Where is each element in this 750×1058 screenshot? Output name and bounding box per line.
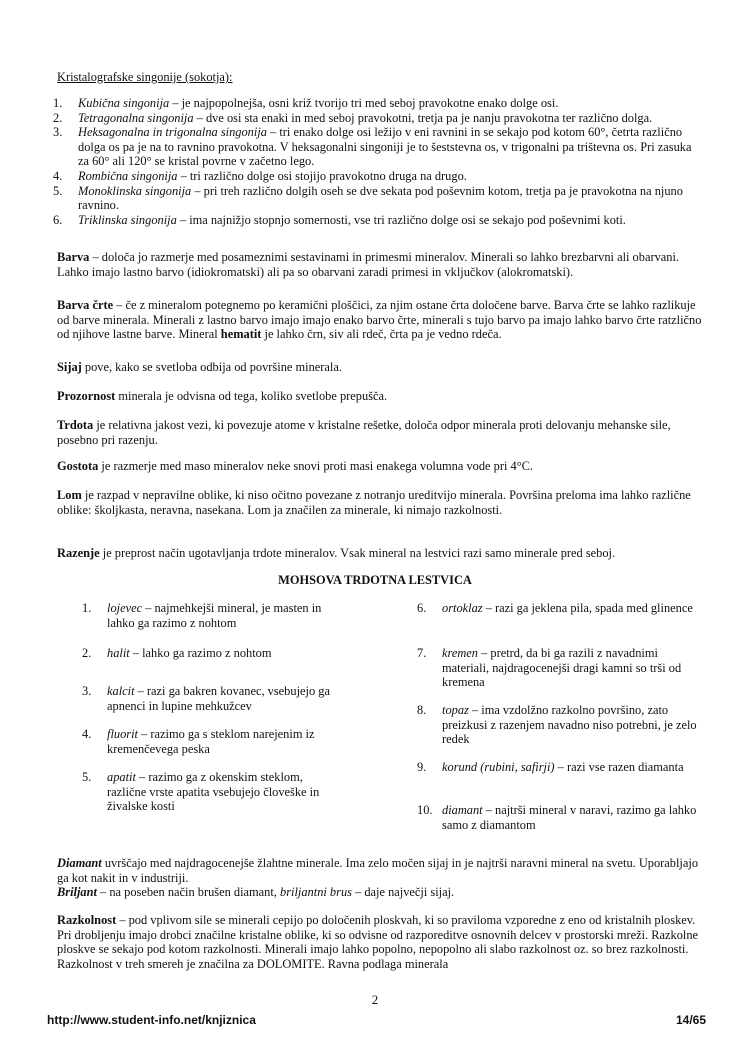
term: Briljant — [57, 885, 97, 900]
item-text: – razimo ga z okenskim steklom, različne vrste apatita vsebujejo človeške in živalske kosti — [107, 770, 320, 814]
item-number: 3. — [53, 125, 63, 140]
term: hematit — [220, 327, 262, 342]
paragraph-text: je lahko črn, siv ali rdeč, črta pa je vedno rdeča. — [261, 327, 502, 342]
paragraph-text: – pod vplivom sile se minerali cepijo po določenih ploskvah, ki so praviloma vzporedne z eno od kristalnih ploskev. Pri drobljenju imajo drobci značilne kristalne oblike, ki so odvisne od razporeditve osnovnih delcev v prostorski mreži. Razkolne ploskve se sekajo pod kotom razkolnosti. Minerali imajo lahko popolno, nepopolno ali slabo razkolnost oz. so brez razkolnosti. Razkolnost v treh smereh je značilna za DOLOMITE. Ravna podlaga minerala — [57, 913, 699, 971]
page-number: 2 — [371, 992, 379, 1007]
paragraph-text: – daje največji sijaj. — [351, 885, 455, 900]
paragraph-text: pove, kako se svetloba odbija od površine minerala. — [81, 360, 342, 374]
item-text: – je najpopolnejša, osni križ tvorijo tri med seboj pravokotne enako dolge osi. — [169, 96, 559, 110]
item-text: – najtrši mineral v naravi, razimo ga lahko samo z diamantom — [442, 803, 697, 832]
list-item — [417, 703, 702, 755]
list-item — [82, 727, 342, 765]
list-item — [417, 803, 702, 832]
item-number: 5. — [82, 770, 92, 784]
mineral-name: kremen — [442, 646, 479, 660]
item-number: 7. — [417, 646, 427, 660]
term: Diamant — [57, 856, 102, 870]
item-number: 5. — [53, 183, 63, 198]
item-text: – lahko ga razimo z nohtom — [129, 646, 272, 660]
paragraph-text: – na poseben način brušen diamant, — [96, 885, 281, 900]
paragraph-razenje — [57, 546, 703, 561]
item-text: – najmehkejši mineral, je masten in lahko ga razimo z nohtom — [107, 601, 322, 630]
term: Triklinska singonija — [78, 212, 177, 227]
paragraph-text: – določa jo razmerje med posameznimi sestavinami in primesmi mineralov. Minerali so lahko brezbarvni ali obarvani. Lahko imajo lastno barvo (idiokromatski) ali pa so obarvani zaradi primesi in vključkov (alokromatski). — [57, 250, 679, 279]
item-number: 1. — [53, 96, 63, 110]
term: Barva črte — [57, 298, 114, 312]
footer-page-counter: 14/65 — [675, 1013, 706, 1027]
mineral-name: kalcit — [107, 684, 135, 698]
list-item — [417, 601, 702, 639]
term: Prozornost — [57, 389, 116, 403]
item-number: 8. — [417, 703, 427, 717]
item-text: – razi ga bakren kovanec, vsebujejo ga apnenci in lupine mehkužcev — [107, 684, 330, 713]
mineral-name: diamant — [442, 803, 483, 817]
term: Tetragonalna singonija — [78, 110, 194, 125]
term: Kubična singonija — [78, 96, 170, 110]
list-item — [82, 770, 342, 814]
item-text: – ima vzdolžno razkolno površino, zato preizkusi z razenjem navadno niso potrebni, je zelo redek — [442, 703, 697, 747]
term: Sijaj — [57, 360, 82, 374]
paragraph-trdota — [57, 418, 703, 447]
paragraph-diamant — [57, 856, 703, 900]
mineral-name: fluorit — [107, 727, 138, 741]
list-item — [82, 601, 342, 639]
term: Rombična singonija — [78, 168, 178, 183]
term: Razenje — [57, 546, 100, 560]
paragraph-text: minerala je odvisna od tega, koliko svetlobe prepušča. — [115, 389, 388, 403]
term: Razkolnost — [57, 913, 117, 927]
list-item — [82, 646, 342, 684]
paragraph-prozornost — [57, 389, 703, 404]
item-text: – tri enako dolge osi ležijo v eni ravnini in se sekajo pod kotom 60°, četrta različno dolga os pa je na to ravnino pravokotna. V heksagonalni singoniji je to šeststevna os, v trigonalni pa trištevna os. Pri zasuka za 60° ali 120° se kristal povrne v začetno lego. — [78, 125, 692, 169]
list-item — [53, 213, 703, 228]
item-number: 10. — [417, 803, 433, 817]
paragraph-text: uvrščajo med najdragocenejše žlahtne minerale. Ima zelo močen sijaj in je najtrši naravni mineral na svetu. Uporabljajo ga kot nakit in v industriji. — [57, 856, 699, 885]
item-number: 2. — [82, 646, 92, 660]
footer-url-link[interactable]: http://www.student-info.net/knjiznica — [47, 1013, 256, 1027]
item-text: – tri različno dolge osi stojijo pravokotno druga na drugo. — [177, 168, 467, 183]
mineral-name: topaz — [442, 703, 469, 717]
item-number: 6. — [417, 601, 427, 615]
item-text: – razi vse razen diamanta — [554, 760, 684, 774]
mohs-list-left — [82, 601, 342, 814]
term: Monoklinska singonija — [78, 183, 192, 198]
list-item — [53, 111, 703, 126]
item-number: 2. — [53, 110, 63, 125]
list-item — [53, 125, 703, 169]
list-item — [53, 169, 703, 184]
item-number: 3. — [82, 684, 92, 698]
mineral-name: lojevec — [107, 601, 143, 615]
item-text: – razimo ga s steklom narejenim iz kremenčevega peska — [107, 727, 315, 756]
section-heading: Kristalografske singonije (sokotja): — [57, 70, 233, 84]
paragraph-sijaj — [57, 360, 703, 375]
mohs-list-right — [417, 601, 702, 832]
paragraph-text: je preprost način ugotavljanja trdote mineralov. Vsak mineral na lestvici razi samo minerale pred seboj. — [99, 546, 616, 560]
item-text: – ima najnižjo stopnjo somernosti, vse tri različno dolge osi se sekajo pod poševnimi koti. — [176, 212, 626, 227]
term: briljantni brus — [280, 885, 352, 900]
paragraph-text: je relativna jakost vezi, ki povezuje atome v kristalne rešetke, določa odpor minerala proti delovanju mehanske sile, posebno pri razenju. — [57, 418, 671, 447]
paragraph-text: je razmerje med maso mineralov neke snovi proti masi enakega volumna vode pri 4°C. — [98, 459, 534, 473]
list-item — [53, 96, 703, 111]
term: Barva — [57, 250, 90, 264]
item-number: 1. — [82, 601, 92, 615]
mohs-scale-title: MOHSOVA TRDOTNA LESTVICA — [278, 573, 472, 587]
paragraph-barva — [57, 250, 703, 279]
item-text: – razi ga jeklena pila, spada med glinence — [482, 601, 693, 615]
list-item — [417, 760, 702, 798]
mineral-name: ortoklaz — [442, 601, 483, 615]
paragraph-text: – če z mineralom potegnemo po keramični ploščici, za njim ostane črta določene barve. Barva črte se lahko razlikuje od barve minerala. Minerali z lastno barvo imajo imajo enako barvo črte, minerali s tujo barvo pa imajo lahko barvo črte ratzlično od njihove lastne barve. Mineral — [57, 298, 702, 342]
mineral-name: halit — [107, 646, 130, 660]
term: Gostota — [57, 459, 99, 473]
item-number: 6. — [53, 212, 63, 227]
item-number: 4. — [82, 727, 92, 741]
list-item — [82, 684, 342, 722]
term: Lom — [57, 488, 82, 502]
term: Heksagonalna in trigonalna singonija — [78, 125, 267, 140]
paragraph-gostota — [57, 459, 703, 474]
item-number: 9. — [417, 760, 427, 774]
item-text: – pretrd, da bi ga razili z navadnimi materiali, najdragocenejši dragi kamni so trši od kremena — [442, 646, 682, 690]
paragraph-razkolnost — [57, 913, 703, 971]
mineral-name: apatit — [107, 770, 136, 784]
term: Trdota — [57, 418, 94, 432]
item-number: 4. — [53, 168, 63, 183]
singonije-list — [53, 96, 703, 227]
paragraph-barva-crte — [57, 298, 703, 342]
mineral-name: korund (rubini, safirji) — [442, 760, 555, 774]
list-item — [53, 184, 703, 213]
item-text: – dve osi sta enaki in med seboj pravokotni, tretja pa je nanju pravokotna ter različno dolga. — [193, 110, 653, 125]
item-text: – pri treh različno dolgih oseh se dve sekata pod poševnim kotom, tretja pa je pravokotna na njuno ravnino. — [78, 183, 683, 213]
paragraph-lom — [57, 488, 703, 517]
list-item — [417, 646, 702, 698]
paragraph-text: je razpad v nepravilne oblike, ki niso očitno povezane z notranjo ureditvijo minerala. Površina preloma ima lahko različne oblike: školjkasta, neravna, nasekana. Lom ja značilen za minerale, ki nimajo razkolnosti. — [57, 488, 691, 517]
